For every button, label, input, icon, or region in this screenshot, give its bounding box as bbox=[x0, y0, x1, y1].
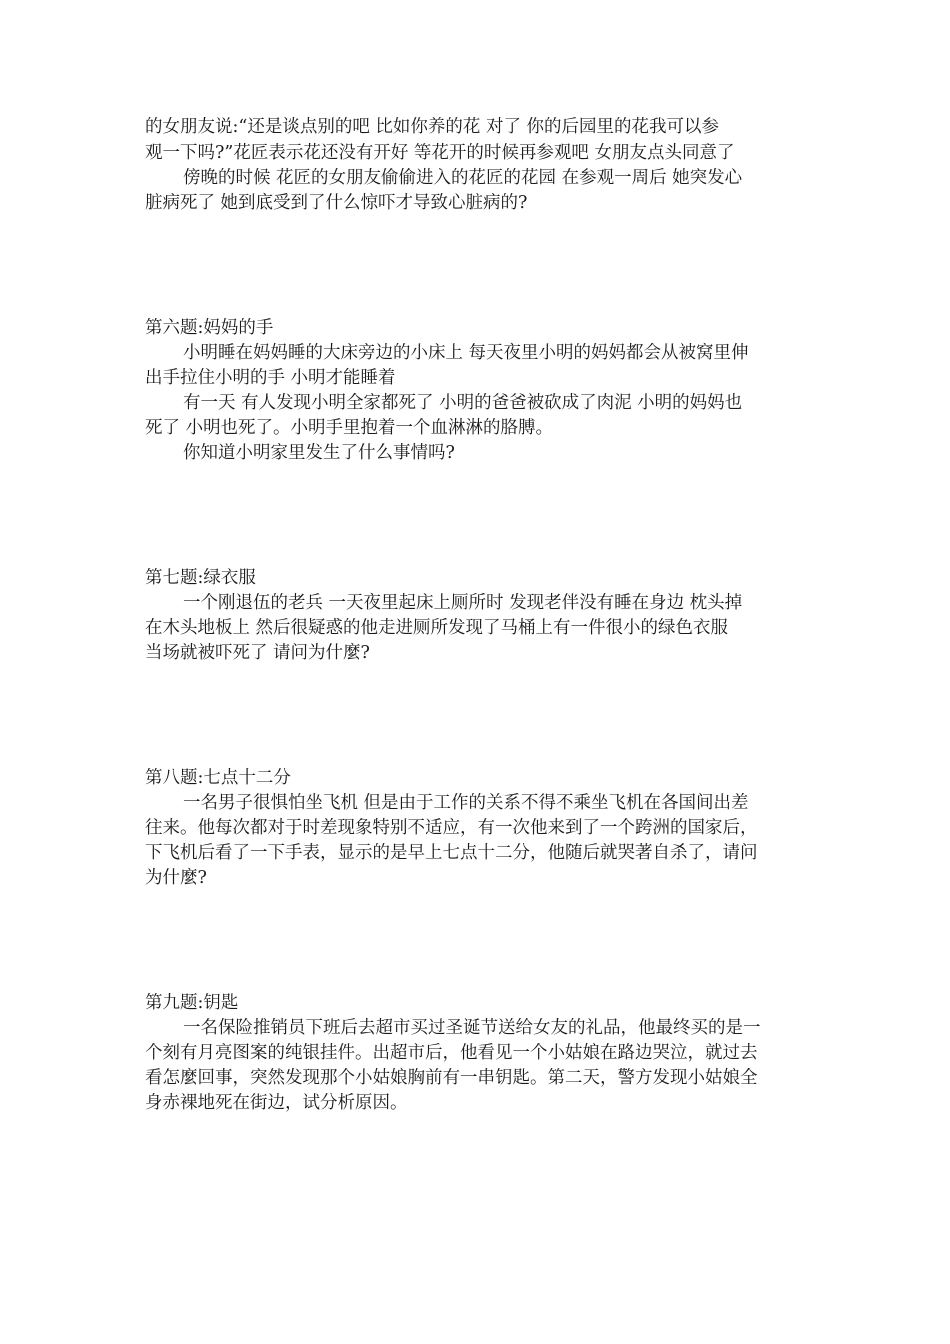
q7-line-2: 在木头地板上 然后很疑惑的他走进厕所发现了马桶上有一件很小的绿色衣服 bbox=[145, 618, 729, 638]
q8-title: 第八题:七点十二分 bbox=[145, 768, 291, 788]
q6-title: 第六题:妈妈的手 bbox=[145, 318, 274, 338]
q9-line-2: 个刻有月亮图案的纯银挂件。出超市后，他看见一个小姑娘在路边哭泣，就过去 bbox=[145, 1043, 758, 1063]
q6-line-4: 死了 小明也死了。小明手里抱着一个血淋淋的胳膊。 bbox=[145, 418, 554, 438]
intro-line-3: 傍晚的时候 花匠的女朋友偷偷进入的花匠的花园 在参观一周后 她突发心 bbox=[183, 168, 743, 188]
q8-line-3: 下飞机后看了一下手表，显示的是早上七点十二分，他随后就哭著自杀了，请问 bbox=[145, 843, 758, 863]
q7-line-1: 一个刚退伍的老兵 一天夜里起床上厕所时 发现老伴没有睡在身边 枕头掉 bbox=[183, 593, 743, 613]
q6-line-2: 出手拉住小明的手 小明才能睡着 bbox=[145, 368, 396, 388]
q9-title: 第九题:钥匙 bbox=[145, 993, 239, 1013]
q7-line-3: 当场就被吓死了 请问为什麼? bbox=[145, 643, 370, 663]
q8-line-4: 为什麼? bbox=[145, 868, 207, 888]
q7-title: 第七题:绿衣服 bbox=[145, 568, 256, 588]
q9-line-1: 一名保险推销员下班后去超市买过圣诞节送给女友的礼品，他最终买的是一 bbox=[183, 1018, 761, 1038]
q6-line-5: 你知道小明家里发生了什么事情吗? bbox=[183, 443, 455, 463]
q8-line-2: 往来。他每次都对于时差现象特别不适应，有一次他来到了一个跨洲的国家后， bbox=[145, 818, 758, 838]
q6-line-3: 有一天 有人发现小明全家都死了 小明的爸爸被砍成了肉泥 小明的妈妈也 bbox=[183, 393, 743, 413]
q9-line-3: 看怎麼回事，突然发现那个小姑娘胸前有一串钥匙。第二天，警方发现小姑娘全 bbox=[145, 1068, 758, 1088]
intro-line-2: 观一下吗?”花匠表示花还没有开好 等花开的时候再参观吧 女朋友点头同意了 bbox=[145, 143, 735, 163]
intro-line-4: 脏病死了 她到底受到了什么惊吓才导致心脏病的? bbox=[145, 193, 528, 213]
intro-line-1: 的女朋友说:“还是谈点别的吧 比如你养的花 对了 你的后园里的花我可以参 bbox=[145, 117, 720, 137]
q9-line-4: 身赤裸地死在街边，试分析原因。 bbox=[145, 1093, 408, 1113]
q8-line-1: 一名男子很惧怕坐飞机 但是由于工作的关系不得不乘坐飞机在各国间出差 bbox=[183, 793, 749, 813]
q6-line-1: 小明睡在妈妈睡的大床旁边的小床上 每天夜里小明的妈妈都会从被窝里伸 bbox=[183, 343, 749, 363]
